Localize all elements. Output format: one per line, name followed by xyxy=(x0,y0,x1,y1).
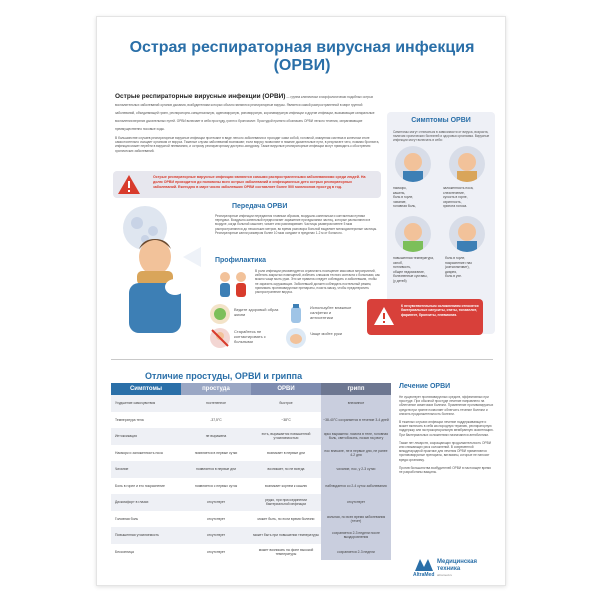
cell-symptom: Дискомфорт в глазах xyxy=(111,494,181,511)
cell-arvi: может возникать на фоне высокой температуры xyxy=(251,544,321,561)
symptoms-heading: Симптомы ОРВИ xyxy=(411,117,471,124)
cell-arvi: возникает, но не всегда xyxy=(251,461,321,478)
symptom-item: (у детей) xyxy=(393,278,407,283)
symptom-item: покраснение глаз (конъюнктивит), xyxy=(445,260,472,270)
poster-title xyxy=(97,39,506,75)
tip-antiseptic: Используйте влажные салфетки и антисептики xyxy=(310,305,352,320)
symptoms-list-c xyxy=(393,256,445,284)
treatment-p2: В тяжелых случаях инфекции лечение поддерживающее и может включать в себя кислородную терапию, респираторную поддержку или экстракорпоральную мембранную оксигенацию. При бактериальных осложнениях назначаются антибиотики. xyxy=(399,420,494,437)
avoid-sick-icon xyxy=(209,327,231,349)
cell-flu: внезапное xyxy=(321,395,391,412)
treatment-p1: Не существует противовирусных средств, эффективных при простуде. При обычной простуде лечение направлено на облегчение симптомов болезни. Применение противовирусных средств при гриппе позволяет облегчить течение болезни и снизить продолжительность болезни. xyxy=(399,395,494,416)
comparison-table xyxy=(111,383,391,560)
antiseptic-icon xyxy=(285,303,307,325)
symptom-item: боль в горле, xyxy=(393,195,414,200)
col-header-symptoms: Симптомы xyxy=(111,383,181,395)
warning-icon xyxy=(117,174,141,195)
cell-cold: -37,5°С xyxy=(181,412,251,429)
warning-icon-2 xyxy=(373,306,395,326)
sick-man-illustration xyxy=(115,227,210,337)
cell-symptom: Боль в горле и его покраснение xyxy=(111,478,181,495)
logo-line2: техника xyxy=(437,566,461,572)
warning-text-2: К нечувствительным осложнениям относятся бактериальные синуситы, отиты, тонзиллит, фарингит, бронхиты, пневмония. xyxy=(401,304,479,317)
cell-cold: не выражена xyxy=(181,428,251,445)
table-row xyxy=(111,527,391,544)
symptom-item: головная боль, xyxy=(393,204,416,209)
symptom-item: потливость, xyxy=(393,265,412,270)
table-header-row xyxy=(111,383,391,395)
symptom-item: повышенная температура, xyxy=(393,256,434,260)
cell-cold: отсутствует xyxy=(181,511,251,528)
tip-wash-hands: Чаще мойте руки xyxy=(310,331,342,336)
logo-brand: AltraMed xyxy=(413,572,435,578)
people-distance-icon xyxy=(215,269,251,299)
symptom-portrait-1 xyxy=(395,146,431,182)
warning-box-2 xyxy=(367,299,483,335)
symptoms-list-b xyxy=(443,186,493,209)
symptom-item: слезотечение, xyxy=(443,190,465,195)
symptom-portrait-2 xyxy=(449,146,485,182)
cell-symptom: Насморк и заложенность носа xyxy=(111,445,181,462)
cell-flu: чихание, нос, у 2-3 сутки xyxy=(321,461,391,478)
table-row xyxy=(111,544,391,561)
title-line2: (ОРВИ) xyxy=(273,57,331,74)
treatment-text xyxy=(399,395,495,474)
symptom-item: болезненные суставы, xyxy=(393,274,428,279)
cell-cold: появляется с первых суток xyxy=(181,478,251,495)
cell-cold: постепенное xyxy=(181,395,251,412)
table-row xyxy=(111,395,391,412)
cell-symptom: Головная боль xyxy=(111,511,181,528)
cell-flu: ~38-40°С сохраняется в течение 3-4 дней xyxy=(321,412,391,429)
table-row xyxy=(111,445,391,462)
cell-arvi: может быть при повышении температуры xyxy=(251,527,321,544)
cell-arvi: может быть, но если время болезни xyxy=(251,511,321,528)
cell-flu: ярко выражена: ломота в теле, головная боль, светобоязнь, позыв на рвоту xyxy=(321,428,391,445)
symptoms-list-d xyxy=(445,256,493,279)
symptom-item: боль в ухе. xyxy=(445,274,462,279)
table-row xyxy=(111,461,391,478)
cell-flu: отсутствует xyxy=(321,494,391,511)
logo-line1: Медицинская xyxy=(437,559,478,565)
symptom-portrait-4 xyxy=(449,216,485,252)
cell-flu: нос вначале, не в первые дни, не ранее 4-2 дня xyxy=(321,445,391,462)
symptom-item: заложенность носа, xyxy=(443,186,474,190)
symptom-item: чихание, xyxy=(393,199,407,204)
cell-arvi: ~38°С xyxy=(251,412,321,429)
warning-text-1: Острые респираторные вирусные инфекции являются самыми распространенными заболеваниями среди людей. На долю ОРВИ приходится до половины всех острых заболеваний и инфекционных дето острых респираторных заболеваний. Ежегодно в мире число заболевших ОРВИ составляет более 500 миллионов простуд в год. xyxy=(153,175,366,189)
poster xyxy=(96,16,506,586)
transmission-text: Респираторные инфекции передаются главным образом, воздушно-капельным и контактным путями передачи. Воздушно-капельный предполагает заражение при вдыхании частиц, которые распыляются в воздухе, когда больной кашляет, чихает или разговаривает. Частицы размером менее 5 мкм распространяются до нескольких метров, во время разговора больной выделяет мелкодисперсные частицы. Респираторные капли размером более 10 мкм оседают в пределах 1-2 м от больного. xyxy=(215,214,378,235)
symptoms-intro: Симптомы могут отличаться в зависимости от вируса, возраста, наличия хронических болезней и здоровья организма. Вирусные инфекции могут включать в себя: xyxy=(393,130,490,143)
cell-symptom: Чихание xyxy=(111,461,181,478)
symptom-item: хрипота голоса. xyxy=(443,204,468,209)
table-row xyxy=(111,478,391,495)
symptom-item: сухость в горле, xyxy=(443,195,468,200)
cell-arvi: возникает корнем к кашлю xyxy=(251,478,321,495)
col-header-flu: грипп xyxy=(321,383,391,395)
symptom-item: охриплость, xyxy=(443,199,462,204)
intro-block xyxy=(115,93,380,156)
symptom-item: насморк, xyxy=(393,186,407,190)
symptom-item: боль в горле, xyxy=(445,256,466,260)
symptom-item: кашель, xyxy=(393,190,406,195)
col-header-arvi: ОРВИ xyxy=(251,383,321,395)
symptom-item: озноб, xyxy=(393,260,403,265)
cell-symptom: Интоксикация xyxy=(111,428,181,445)
cell-cold: отсутствует xyxy=(181,527,251,544)
brand-logo xyxy=(413,559,503,581)
cell-arvi: быстрое xyxy=(251,395,321,412)
cell-cold: отсутствует xyxy=(181,544,251,561)
table-row xyxy=(111,494,391,511)
comparison-heading: Отличие простуды, ОРВИ и гриппа xyxy=(145,371,303,381)
cell-cold: отсутствует xyxy=(181,494,251,511)
cell-arvi: редко, при присоединении бактериальной инфекции xyxy=(251,494,321,511)
logo-line3: altramed.ru xyxy=(437,573,453,577)
healthy-lifestyle-icon xyxy=(209,303,231,325)
cell-flu: наблюдается со 2-4 суток заболевания xyxy=(321,478,391,495)
col-header-cold: простуда xyxy=(181,383,251,395)
cell-symptom: Ухудшение самочувствия xyxy=(111,395,181,412)
symptoms-list-a xyxy=(393,186,443,209)
treatment-heading: Лечение ОРВИ xyxy=(399,383,451,390)
prevention-text: В роли инфекции рекомендуется ограничить посещение массовых мероприятий, избегать закрытых помещений, избегать слишком тесного контакта с больными, как можно чаще мыть руки. Эти же правила следует соблюдать и заболевшим, чтобы не заразить окружающих. Заболевший должен соблюдать постельный режим, принимать противовирусные препараты, носить маску, чтобы предотвратить распространение вируса. xyxy=(255,269,380,295)
symptom-item: общее недомогание, xyxy=(393,269,425,274)
cell-symptom: Повышенная утомляемость xyxy=(111,527,181,544)
cell-cold: появляется в первые дни xyxy=(181,461,251,478)
section-divider xyxy=(111,359,493,360)
cell-flu: сохраняется 2-3 недели после выздоровления xyxy=(321,527,391,544)
prevention-heading: Профилактика xyxy=(215,257,266,264)
wash-hands-icon xyxy=(285,327,307,349)
cell-symptom: Температура тела xyxy=(111,412,181,429)
symptom-portrait-3 xyxy=(395,216,431,252)
intro-lead-rest: — группа клинически и морфологически подобных острых воспалительных заболеваний органов дыхания, возбудителями которых обычно являются респираторные вирусы. Является самой распространенной в мире группой заболеваний, объединяющей грипп, респираторно-синцитиальную, аденовирусную, риновирусную, коронавирусную инфекции и другие инфекции, вызывающие катаральные воспаления верхних дыхательных путей. ОРВИ включает в себя простуду, грипп и бронхиолит. Простудой принято обозначать ОРВИ легкого течения, затрагивающие преимущественно носовые ходы. xyxy=(115,95,375,131)
cell-flu: сохраняется 2-3 недели xyxy=(321,544,391,561)
symptom-item: диарея, xyxy=(445,269,457,274)
cell-cold: появляется в первые сутки xyxy=(181,445,251,462)
intro-lead-bold: Острые респираторные вирусные инфекции (ОРВИ) xyxy=(115,93,286,100)
cell-arvi: есть, выражается повышенной утомляемостью xyxy=(251,428,321,445)
intro-para2: В большинстве случаев респираторные вирусные инфекции протекают в виде легкого заболевания и проходят сами собой, головной, иммунная система в конечном итоге самостоятельно очищает организм от вируса. Тяжелые случаи заболеваний возникают, если вирусу позволяют в нижние дыхательные пути, в результате чего, помимо бронхита, инфекция может перейти в вирусной пневмонию, и острому респираторному дистресс-синдрому. Также вирусные респираторные инфекции могут приводить к обострению хронических заболеваний. xyxy=(115,136,380,153)
treatment-p3: Также нет лекарств, сокращающих продолжительность ОРВИ или снижающих риск осложнений. В современной международной практике для лечения ОРВИ применяются противовирусные препараты, витамины, которые не наносят вреда организму. xyxy=(399,440,492,462)
warning-box-1 xyxy=(113,171,381,198)
logo-mark-icon xyxy=(415,559,433,571)
cell-symptom: Бессонница xyxy=(111,544,181,561)
cell-flu: сильная, по всех время заболевания (течет) xyxy=(321,511,391,528)
cell-arvi: возникает в первые дни xyxy=(251,445,321,462)
table-row xyxy=(111,412,391,429)
table-row xyxy=(111,428,391,445)
tip-healthy-lifestyle: Ведите здоровый образ жизни xyxy=(234,307,279,317)
transmission-heading: Передача ОРВИ xyxy=(232,203,288,210)
tip-avoid-sick: Старайтесь не контактировать с больными xyxy=(234,329,266,344)
title-line1: Острая респираторная вирусная инфекция xyxy=(129,39,475,56)
table-row xyxy=(111,511,391,528)
treatment-p4: Против большинства возбудителей ОРВИ в настоящее время не разработаны вакцины. xyxy=(399,465,491,475)
